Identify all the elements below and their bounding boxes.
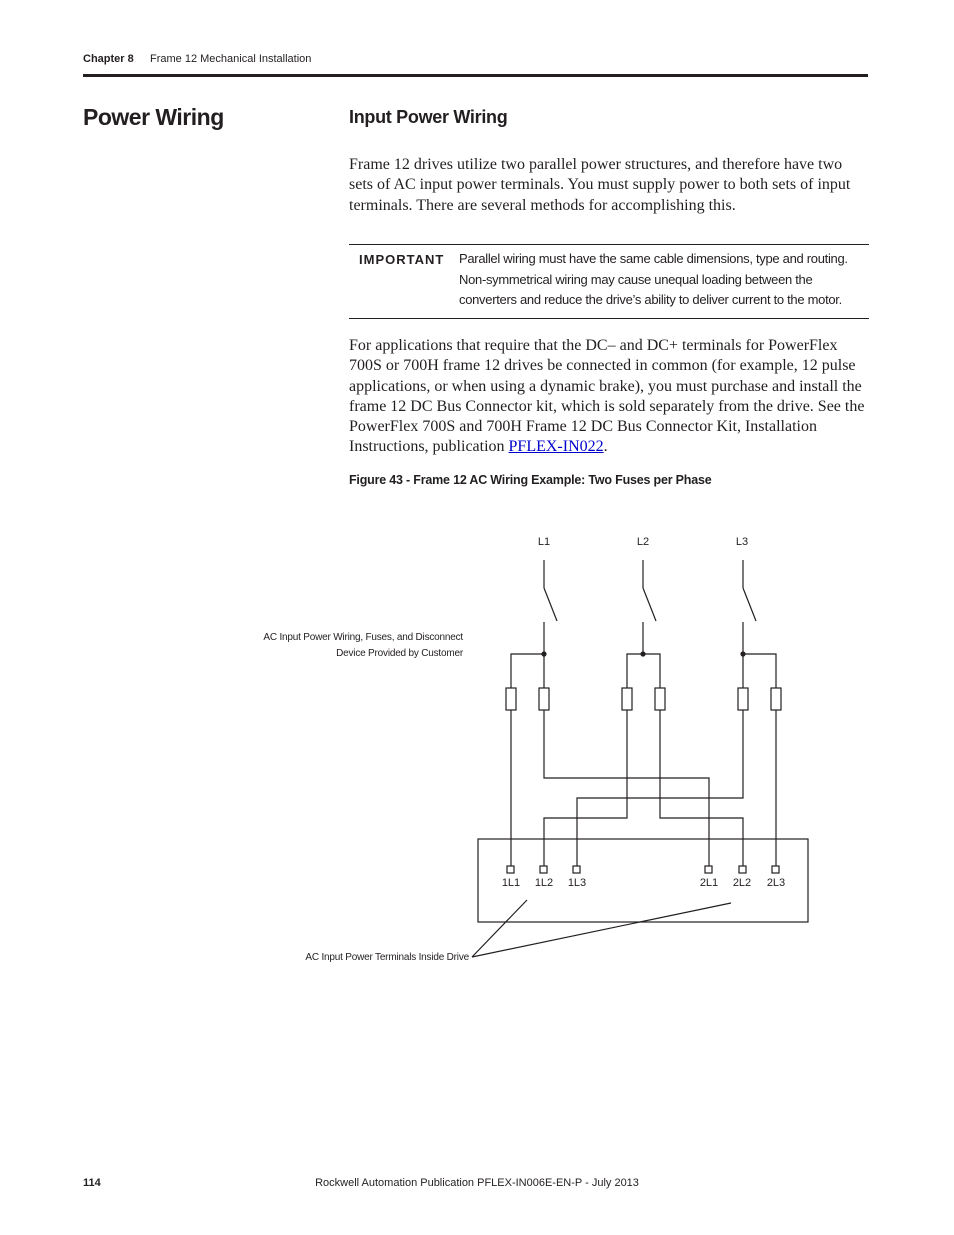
publication-link[interactable]: PFLEX-IN022 — [508, 438, 604, 456]
l3-disconnect-switch — [743, 588, 756, 621]
l1-junction-dot — [541, 651, 546, 656]
label-l3: L3 — [735, 536, 749, 548]
callout-customer-line-1: AC Input Power Wiring, Fuses, and Disconnect — [263, 632, 463, 643]
paragraph-2-text: For applications that require that the DC– and DC+ terminals for PowerFlex 700S or 700H frame 12 drives be connected in common (for example, 12 pulse applications, or when using a dynamic brake), you must purchase and install the frame 12 DC Bus Connector kit, which is sold separately from the drive. See the PowerFlex 700S and 700H Frame 12 DC Bus Connector Kit, Installation Instructions, publication — [349, 337, 865, 456]
label-1l2: 1L2 — [534, 877, 554, 889]
l2-junction-dot — [640, 651, 645, 656]
page-number: 114 — [83, 1177, 101, 1189]
l1-split — [511, 654, 544, 688]
drive-enclosure — [478, 839, 808, 922]
body-paragraph-1: Frame 12 drives utilize two parallel power structures, and therefore have two sets of AC input power terminals. You must supply power to both sets of input terminals. There are several methods for accomplishing this. — [349, 156, 851, 214]
l3-split — [743, 654, 776, 688]
terminal-2l2 — [739, 866, 746, 873]
l1-disconnect-switch — [544, 588, 557, 621]
terminal-2l1 — [705, 866, 712, 873]
l3-junction-dot — [740, 651, 745, 656]
fuse-l1-b — [539, 688, 549, 710]
terminal-2l3 — [772, 866, 779, 873]
important-text: Parallel wiring must have the same cable dimensions, type and routing. Non-symmetrical wiring may cause unequal loading between the converters and reduce the drive’s ability to deliver current to the motor. — [459, 251, 848, 307]
label-2l3: 2L3 — [766, 877, 786, 889]
paragraph-2-end: . — [603, 438, 608, 456]
label-2l2: 2L2 — [732, 877, 752, 889]
terminal-1l2 — [540, 866, 547, 873]
fuse-l3-a — [738, 688, 748, 710]
callout-line-2 — [472, 903, 731, 957]
l2-split — [627, 654, 660, 688]
callout-terminals: AC Input Power Terminals Inside Drive — [305, 952, 469, 963]
chapter-title: Frame 12 Mechanical Installation — [150, 53, 312, 65]
callout-line-1 — [472, 900, 527, 957]
wire-2l2 — [660, 710, 743, 866]
label-1l3: 1L3 — [567, 877, 587, 889]
label-2l1: 2L1 — [699, 877, 719, 889]
callout-customer-line-2: Device Provided by Customer — [336, 648, 463, 659]
important-label: IMPORTANT — [359, 252, 445, 267]
section-title: Power Wiring — [83, 104, 224, 130]
figure-caption: Figure 43 - Frame 12 AC Wiring Example: Two Fuses per Phase — [349, 473, 712, 487]
subsection-title: Input Power Wiring — [349, 107, 508, 127]
label-1l1: 1L1 — [501, 877, 521, 889]
fuse-l2-b — [655, 688, 665, 710]
chapter-label: Chapter 8 — [83, 53, 134, 65]
terminal-1l3 — [573, 866, 580, 873]
label-l1: L1 — [537, 536, 551, 548]
fuse-l3-b — [771, 688, 781, 710]
l2-disconnect-switch — [643, 588, 656, 621]
footer-publication: Rockwell Automation Publication PFLEX-IN006E-EN-P - July 2013 — [315, 1177, 639, 1189]
fuse-l1-a — [506, 688, 516, 710]
fuse-l2-a — [622, 688, 632, 710]
label-l2: L2 — [636, 536, 650, 548]
wire-1l2 — [544, 710, 627, 866]
terminal-1l1 — [507, 866, 514, 873]
